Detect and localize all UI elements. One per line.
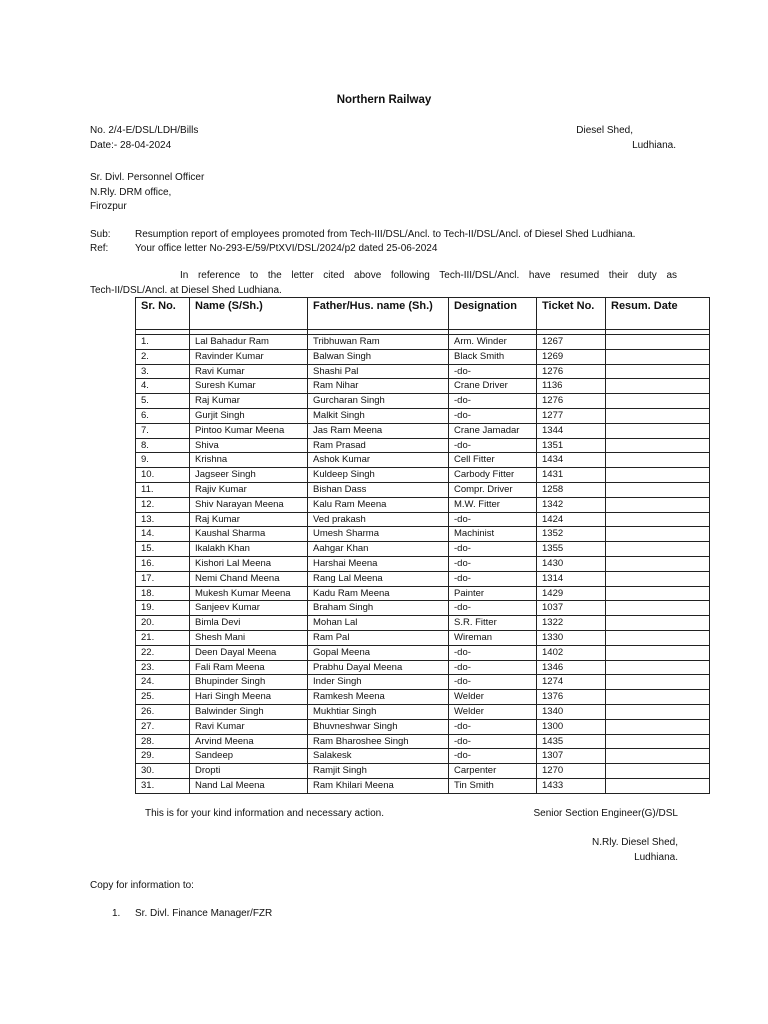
cell-resum-date: [606, 675, 710, 690]
cell-ticket-no: 1136: [537, 379, 606, 394]
cell-father-name: Jas Ram Meena: [308, 423, 449, 438]
cell-father-name: Ramjit Singh: [308, 764, 449, 779]
cell-designation: -do-: [449, 734, 537, 749]
cell-sr-no: 17.: [136, 571, 190, 586]
signature-city: Ludhiana.: [634, 852, 678, 863]
cell-sr-no: 15.: [136, 542, 190, 557]
recipient-line-3: Firozpur: [90, 201, 127, 212]
table-row: [136, 778, 710, 793]
cell-father-name: Braham Singh: [308, 601, 449, 616]
table-row: [136, 764, 710, 779]
cell-name: Ravi Kumar: [190, 364, 308, 379]
cell-designation: -do-: [449, 438, 537, 453]
cell-resum-date: [606, 556, 710, 571]
cell-designation: -do-: [449, 660, 537, 675]
table-row: [136, 408, 710, 423]
cell-father-name: Kalu Ram Meena: [308, 497, 449, 512]
cell-name: Raj Kumar: [190, 512, 308, 527]
cell-name: Suresh Kumar: [190, 379, 308, 394]
cell-name: Fali Ram Meena: [190, 660, 308, 675]
col-header-father-name: Father/Hus. name (Sh.): [308, 298, 449, 330]
cell-designation: Black Smith: [449, 349, 537, 364]
cell-designation: Machinist: [449, 527, 537, 542]
cell-designation: -do-: [449, 364, 537, 379]
cell-ticket-no: 1435: [537, 734, 606, 749]
cell-father-name: Kuldeep Singh: [308, 468, 449, 483]
cell-ticket-no: 1402: [537, 645, 606, 660]
cell-father-name: Ramkesh Meena: [308, 690, 449, 705]
cell-sr-no: 9.: [136, 453, 190, 468]
cell-designation: -do-: [449, 571, 537, 586]
cell-sr-no: 23.: [136, 660, 190, 675]
cell-sr-no: 19.: [136, 601, 190, 616]
table-row: [136, 571, 710, 586]
cell-ticket-no: 1314: [537, 571, 606, 586]
cell-sr-no: 3.: [136, 364, 190, 379]
cell-resum-date: [606, 586, 710, 601]
cell-designation: Tin Smith: [449, 778, 537, 793]
cell-sr-no: 25.: [136, 690, 190, 705]
table-row: [136, 379, 710, 394]
cell-designation: M.W. Fitter: [449, 497, 537, 512]
cell-father-name: Aahgar Khan: [308, 542, 449, 557]
cell-resum-date: [606, 497, 710, 512]
letter-date: Date:- 28-04-2024: [90, 140, 172, 151]
cell-name: Raj Kumar: [190, 394, 308, 409]
cell-name: Ravinder Kumar: [190, 349, 308, 364]
table-row: [136, 542, 710, 557]
cell-ticket-no: 1277: [537, 408, 606, 423]
signature-office: N.Rly. Diesel Shed,: [592, 837, 678, 848]
table-row: [136, 704, 710, 719]
cell-sr-no: 30.: [136, 764, 190, 779]
cell-ticket-no: 1037: [537, 601, 606, 616]
table-row: [136, 675, 710, 690]
cell-resum-date: [606, 571, 710, 586]
table-header-row: [136, 298, 710, 330]
subject-label: Sub:: [90, 229, 111, 240]
cell-name: Pintoo Kumar Meena: [190, 423, 308, 438]
cell-sr-no: 21.: [136, 630, 190, 645]
cell-designation: Arm. Winder: [449, 335, 537, 350]
cell-designation: -do-: [449, 556, 537, 571]
cell-father-name: Bhuvneshwar Singh: [308, 719, 449, 734]
cell-name: Hari Singh Meena: [190, 690, 308, 705]
cell-father-name: Ved prakash: [308, 512, 449, 527]
table-row: [136, 438, 710, 453]
cell-designation: -do-: [449, 408, 537, 423]
cell-designation: Crane Jamadar: [449, 423, 537, 438]
cell-resum-date: [606, 468, 710, 483]
cell-ticket-no: 1355: [537, 542, 606, 557]
cell-name: Balwinder Singh: [190, 704, 308, 719]
cell-designation: -do-: [449, 675, 537, 690]
cell-sr-no: 20.: [136, 616, 190, 631]
cell-designation: Painter: [449, 586, 537, 601]
subject-text: Resumption report of employees promoted from Tech-III/DSL/Ancl. to Tech-II/DSL/Ancl. of Diesel Shed Ludhiana.: [135, 229, 636, 240]
cell-sr-no: 6.: [136, 408, 190, 423]
closing-line: This is for your kind information and necessary action.: [145, 808, 384, 819]
table-row: [136, 690, 710, 705]
cell-ticket-no: 1434: [537, 453, 606, 468]
cell-father-name: Gopal Meena: [308, 645, 449, 660]
cell-ticket-no: 1270: [537, 764, 606, 779]
cell-resum-date: [606, 379, 710, 394]
cell-sr-no: 14.: [136, 527, 190, 542]
cell-father-name: Rang Lal Meena: [308, 571, 449, 586]
cell-name: Rajiv Kumar: [190, 482, 308, 497]
cell-name: Lal Bahadur Ram: [190, 335, 308, 350]
table-body: [136, 330, 710, 794]
cell-name: Deen Dayal Meena: [190, 645, 308, 660]
col-header-name: Name (S/Sh.): [190, 298, 308, 330]
cell-sr-no: 28.: [136, 734, 190, 749]
cell-ticket-no: 1424: [537, 512, 606, 527]
cell-ticket-no: 1430: [537, 556, 606, 571]
recipient-line-2: N.Rly. DRM office,: [90, 187, 172, 198]
cell-designation: Carpenter: [449, 764, 537, 779]
reference-number: No. 2/4-E/DSL/LDH/Bills: [90, 125, 199, 136]
cell-name: Shiv Narayan Meena: [190, 497, 308, 512]
cell-father-name: Harshai Meena: [308, 556, 449, 571]
cell-ticket-no: 1344: [537, 423, 606, 438]
cell-sr-no: 10.: [136, 468, 190, 483]
cell-ticket-no: 1267: [537, 335, 606, 350]
cell-father-name: Inder Singh: [308, 675, 449, 690]
cell-ticket-no: 1307: [537, 749, 606, 764]
cell-resum-date: [606, 630, 710, 645]
cell-resum-date: [606, 764, 710, 779]
cell-name: Shiva: [190, 438, 308, 453]
cell-resum-date: [606, 512, 710, 527]
cell-resum-date: [606, 616, 710, 631]
cell-sr-no: 13.: [136, 512, 190, 527]
table-row: [136, 734, 710, 749]
table-row: [136, 482, 710, 497]
cell-ticket-no: 1342: [537, 497, 606, 512]
recipient-line-1: Sr. Divl. Personnel Officer: [90, 172, 205, 183]
cell-ticket-no: 1274: [537, 675, 606, 690]
cell-name: Nemi Chand Meena: [190, 571, 308, 586]
cell-ticket-no: 1322: [537, 616, 606, 631]
cell-designation: -do-: [449, 394, 537, 409]
cell-ticket-no: 1340: [537, 704, 606, 719]
cell-resum-date: [606, 438, 710, 453]
cell-father-name: Shashi Pal: [308, 364, 449, 379]
cell-resum-date: [606, 719, 710, 734]
cell-designation: Welder: [449, 704, 537, 719]
cell-father-name: Umesh Sharma: [308, 527, 449, 542]
signature-designation: Senior Section Engineer(G)/DSL: [533, 808, 678, 819]
cell-father-name: Tribhuwan Ram: [308, 335, 449, 350]
col-header-ticket-no: Ticket No.: [537, 298, 606, 330]
cell-resum-date: [606, 542, 710, 557]
cell-resum-date: [606, 645, 710, 660]
cell-name: Dropti: [190, 764, 308, 779]
cell-ticket-no: 1351: [537, 438, 606, 453]
cell-ticket-no: 1346: [537, 660, 606, 675]
table-row: [136, 749, 710, 764]
copy-item-text: Sr. Divl. Finance Manager/FZR: [135, 908, 273, 919]
cell-ticket-no: 1258: [537, 482, 606, 497]
table-row: [136, 645, 710, 660]
cell-ticket-no: 1276: [537, 364, 606, 379]
cell-resum-date: [606, 453, 710, 468]
cell-ticket-no: 1433: [537, 778, 606, 793]
cell-resum-date: [606, 704, 710, 719]
cell-resum-date: [606, 482, 710, 497]
cell-sr-no: 4.: [136, 379, 190, 394]
table-row: [136, 423, 710, 438]
cell-father-name: Mohan Lal: [308, 616, 449, 631]
table-row: [136, 468, 710, 483]
cell-sr-no: 27.: [136, 719, 190, 734]
cell-father-name: Kadu Ram Meena: [308, 586, 449, 601]
cell-designation: -do-: [449, 601, 537, 616]
cell-father-name: Salakesk: [308, 749, 449, 764]
table-row: [136, 630, 710, 645]
cell-designation: S.R. Fitter: [449, 616, 537, 631]
table-row: [136, 660, 710, 675]
cell-sr-no: 11.: [136, 482, 190, 497]
cell-name: Nand Lal Meena: [190, 778, 308, 793]
copy-to-label: Copy for information to:: [90, 880, 194, 891]
table-row: [136, 335, 710, 350]
table-row: [136, 394, 710, 409]
cell-ticket-no: 1376: [537, 690, 606, 705]
cell-resum-date: [606, 527, 710, 542]
table-row: [136, 719, 710, 734]
cell-designation: -do-: [449, 719, 537, 734]
cell-name: Arvind Meena: [190, 734, 308, 749]
cell-designation: Cell Fitter: [449, 453, 537, 468]
cell-name: Kishori Lal Meena: [190, 556, 308, 571]
cell-name: Gurjit Singh: [190, 408, 308, 423]
cell-sr-no: 7.: [136, 423, 190, 438]
cell-father-name: Ram Pal: [308, 630, 449, 645]
cell-father-name: Malkit Singh: [308, 408, 449, 423]
cell-designation: Wireman: [449, 630, 537, 645]
cell-sr-no: 16.: [136, 556, 190, 571]
cell-resum-date: [606, 601, 710, 616]
cell-resum-date: [606, 734, 710, 749]
cell-sr-no: 12.: [136, 497, 190, 512]
sender-office: Diesel Shed,: [576, 125, 633, 136]
cell-name: Krishna: [190, 453, 308, 468]
table-row: [136, 527, 710, 542]
cell-sr-no: 2.: [136, 349, 190, 364]
cell-father-name: Prabhu Dayal Meena: [308, 660, 449, 675]
cell-ticket-no: 1276: [537, 394, 606, 409]
cell-designation: -do-: [449, 542, 537, 557]
body-paragraph-line-1: In reference to the letter cited above following Tech-III/DSL/Ancl. have resumed their duty as: [180, 270, 677, 281]
table-row: [136, 556, 710, 571]
cell-father-name: Ram Nihar: [308, 379, 449, 394]
cell-name: Sandeep: [190, 749, 308, 764]
cell-resum-date: [606, 394, 710, 409]
document-title: Northern Railway: [336, 94, 432, 106]
cell-ticket-no: 1269: [537, 349, 606, 364]
cell-designation: Carbody Fitter: [449, 468, 537, 483]
table-row: [136, 349, 710, 364]
cell-sr-no: 29.: [136, 749, 190, 764]
table-row: [136, 512, 710, 527]
cell-name: Mukesh Kumar Meena: [190, 586, 308, 601]
copy-item-number: 1.: [112, 908, 121, 919]
cell-father-name: Bishan Dass: [308, 482, 449, 497]
cell-sr-no: 22.: [136, 645, 190, 660]
cell-father-name: Mukhtiar Singh: [308, 704, 449, 719]
cell-resum-date: [606, 749, 710, 764]
cell-father-name: Ashok Kumar: [308, 453, 449, 468]
table-row: [136, 601, 710, 616]
cell-sr-no: 1.: [136, 335, 190, 350]
cell-father-name: Gurcharan Singh: [308, 394, 449, 409]
cell-designation: Compr. Driver: [449, 482, 537, 497]
cell-resum-date: [606, 364, 710, 379]
table-row: [136, 616, 710, 631]
cell-ticket-no: 1352: [537, 527, 606, 542]
ref-text: Your office letter No-293-E/59/PtXVI/DSL/2024/p2 dated 25-06-2024: [135, 243, 438, 254]
cell-name: Sanjeev Kumar: [190, 601, 308, 616]
cell-ticket-no: 1330: [537, 630, 606, 645]
table-row: [136, 586, 710, 601]
cell-ticket-no: 1429: [537, 586, 606, 601]
cell-sr-no: 26.: [136, 704, 190, 719]
cell-father-name: Ram Khilari Meena: [308, 778, 449, 793]
col-header-designation: Designation: [449, 298, 537, 330]
cell-designation: -do-: [449, 749, 537, 764]
cell-designation: Crane Driver: [449, 379, 537, 394]
cell-ticket-no: 1300: [537, 719, 606, 734]
cell-resum-date: [606, 349, 710, 364]
cell-sr-no: 24.: [136, 675, 190, 690]
cell-father-name: Balwan Singh: [308, 349, 449, 364]
cell-ticket-no: 1431: [537, 468, 606, 483]
table-row: [136, 453, 710, 468]
cell-sr-no: 18.: [136, 586, 190, 601]
ref-label: Ref:: [90, 243, 109, 254]
cell-sr-no: 8.: [136, 438, 190, 453]
cell-sr-no: 5.: [136, 394, 190, 409]
cell-name: Bimla Devi: [190, 616, 308, 631]
table-row: [136, 364, 710, 379]
cell-name: Kaushal Sharma: [190, 527, 308, 542]
col-header-sr-no: Sr. No.: [136, 298, 190, 330]
cell-name: Jagseer Singh: [190, 468, 308, 483]
col-header-resum-date: Resum. Date: [606, 298, 710, 330]
body-paragraph-line-2: Tech-II/DSL/Ancl. at Diesel Shed Ludhiana.: [90, 285, 282, 296]
cell-designation: -do-: [449, 645, 537, 660]
cell-resum-date: [606, 335, 710, 350]
cell-resum-date: [606, 423, 710, 438]
cell-name: Shesh Mani: [190, 630, 308, 645]
cell-father-name: Ram Prasad: [308, 438, 449, 453]
cell-sr-no: 31.: [136, 778, 190, 793]
cell-resum-date: [606, 778, 710, 793]
cell-resum-date: [606, 408, 710, 423]
sender-city: Ludhiana.: [632, 140, 676, 151]
cell-name: Ikalakh Khan: [190, 542, 308, 557]
table-row: [136, 497, 710, 512]
cell-designation: -do-: [449, 512, 537, 527]
employee-table: [135, 297, 710, 794]
cell-resum-date: [606, 690, 710, 705]
cell-designation: Welder: [449, 690, 537, 705]
cell-name: Bhupinder Singh: [190, 675, 308, 690]
cell-name: Ravi Kumar: [190, 719, 308, 734]
cell-father-name: Ram Bharoshee Singh: [308, 734, 449, 749]
cell-resum-date: [606, 660, 710, 675]
